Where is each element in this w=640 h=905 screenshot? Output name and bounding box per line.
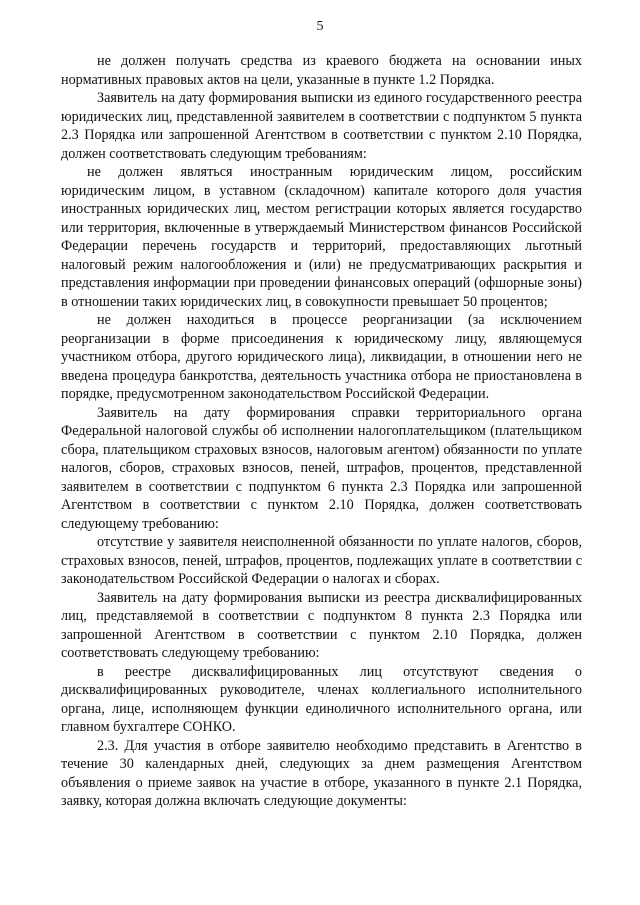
document-body [61, 52, 582, 811]
paragraph-no-tax-debt: отсутствие у заявителя неисполненной обязанности по уплате налогов, сборов, страховых взносов, пеней, штрафов, процентов, подлежащих уплате в соответствии с законодательством Российской Федерации о налогах и сборах. [61, 534, 582, 587]
paragraph-reorganization: не должен находиться в процессе реорганизации (за исключением реорганизации в форме присоединения к юридическому лицу, являющемуся участником отбора, другого юридического лица), ликвидации, в отношении него не введена процедура банкротства, деятельность участника отбора не приостановлена в порядке, предусмотренном законодательством Российской Федерации. [61, 312, 582, 402]
paragraph-disqualified-registry: Заявитель на дату формирования выписки из реестра дисквалифицированных лиц, представляемой в соответствии с подпунктом 8 пункта 2.3 Порядка или запрошенной Агентством в соответствии с пунктом 2.10 Порядка, должен соответствовать следующему требованию: [61, 589, 582, 661]
paragraph-foreign-entity: не должен являться иностранным юридическим лицом, российским юридическим лицом, в уставном (складочном) капитале которого доля участия иностранных юридических лиц, местом регистрации которых является государство или территория, включенные в утверждаемый Министерством финансов Российской Федерации перечень государств и территорий, предоставляющих льготный налоговый режим налогообложения и (или) не предусматривающих раскрытия и представления информации при проведении финансовых операций (офшорные зоны) в отношении таких юридических лиц, в совокупности превышает 50 процентов; [61, 164, 582, 310]
paragraph-tax-certificate: Заявитель на дату формирования справки территориального органа Федеральной налоговой службы об исполнении налогоплательщиком (плательщиком сбора, плательщиком страховых взносов, налоговым агентом) обязанности по уплате налогов, сборов, страховых взносов, пеней, штрафов, процентов, представленной заявителем в соответствии с подпунктом 6 пункта 2.3 Порядка или запрошенной Агентством в соответствии с пунктом 2.10 Порядка, должен соответствовать следующему требованию: [61, 404, 582, 532]
paragraph-budget-funds: не должен получать средства из краевого бюджета на основании иных нормативных правовых актов на цели, указанные в пункте 1.2 Порядка. [61, 53, 582, 88]
paragraph-egrul-requirements: Заявитель на дату формирования выписки из единого государственного реестра юридических лиц, представленной заявителем в соответствии с подпунктом 5 пункта 2.3 Порядка или запрошенной Агентством в соответствии с пунктом 2.10 Порядка, должен соответствовать следующим требованиям: [61, 90, 582, 162]
paragraph-no-disqualified: в реестре дисквалифицированных лиц отсутствуют сведения о дисквалифицированных руководителе, членах коллегиального исполнительного органа, лице, исполняющем функции единоличного исполнительного органа, или главном бухгалтере СОНКО. [61, 663, 582, 735]
paragraph-application-2-3: 2.3. Для участия в отборе заявителю необходимо представить в Агентство в течение 30 календарных дней, следующих за днем размещения Агентством объявления о приеме заявок на участие в отборе, указанного в пункте 2.1 Порядка, заявку, которая должна включать следующие документы: [61, 737, 582, 809]
page-number: 5 [316, 19, 324, 34]
